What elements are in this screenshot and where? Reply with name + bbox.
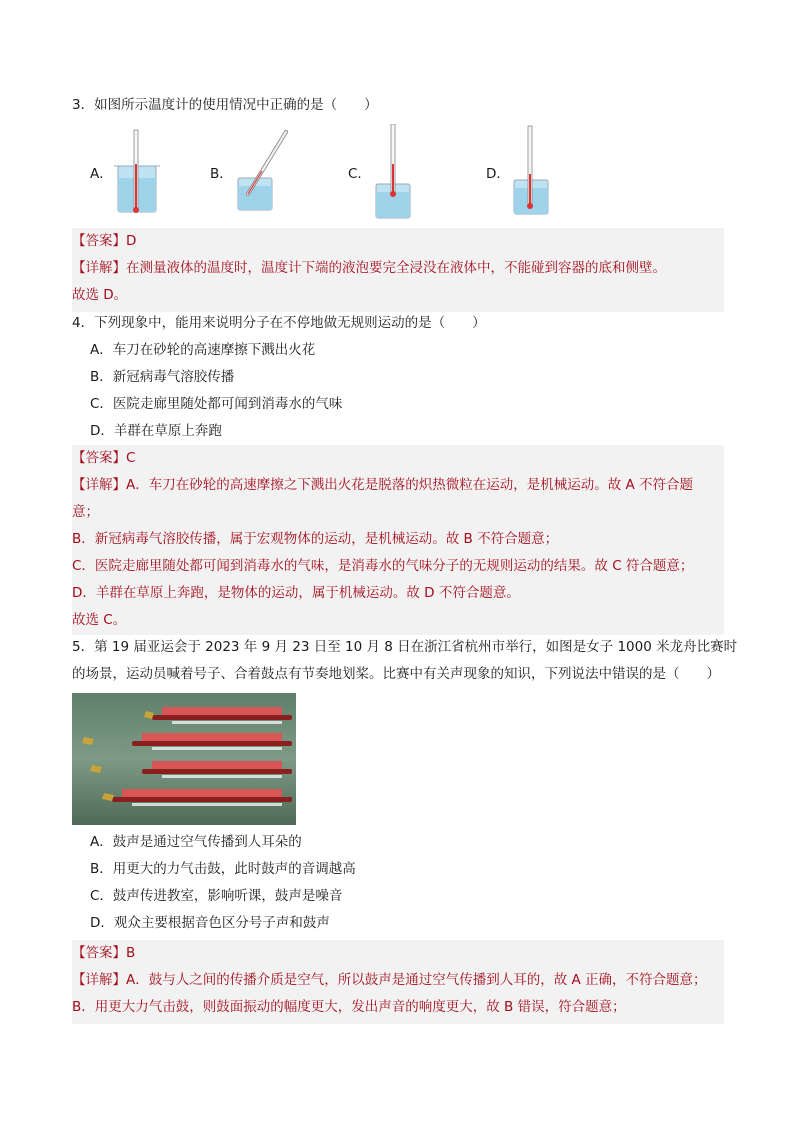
thermometer-a-icon [112, 124, 162, 224]
thermometer-label-a: A． [90, 166, 113, 182]
answer-5-line [72, 940, 724, 967]
thermometer-figure [72, 124, 632, 224]
question-5 [72, 634, 738, 688]
option-a: A．鼓声是通过空气传播到人耳朵的 [90, 834, 302, 850]
thermometer-b-icon [232, 124, 292, 224]
conclusion-4: 故选 C。 [72, 612, 127, 628]
detail-4-line-2: 意； [72, 504, 99, 520]
thermometer-label-c: C． [348, 166, 371, 182]
detail-text: 在测量液体的温度时，温度计下端的液泡要完全浸没在液体中，不能碰到容器的底和侧壁。 [126, 260, 666, 276]
question-3 [72, 92, 724, 119]
answer-block-3 [72, 228, 724, 312]
question-4-stem: 4．下列现象中，能用来说明分子在不停地做无规则运动的是（ ） [72, 315, 486, 331]
detail-4-line-3: B．新冠病毒气溶胶传播，属于宏观物体的运动，是机械运动。故 B 不符合题意； [72, 531, 559, 547]
question-5-options [72, 829, 724, 937]
option-b: B．新冠病毒气溶胶传播 [90, 369, 235, 385]
detail-5-line-1 [72, 967, 724, 994]
detail-text: A．鼓与人之间的传播介质是空气，所以鼓声是通过空气传播到人耳的，故 A 正确，不符合题意； [126, 972, 707, 988]
question-3-stem: 3．如图所示温度计的使用情况中正确的是（ ） [72, 97, 378, 113]
detail-3-line [72, 255, 724, 282]
detail-5-line-2: B．用更大力气击鼓，则鼓面振动的幅度更大，发出声音的响度更大，故 B 错误，符合题意； [72, 999, 626, 1015]
question-5-stem-2: 的场景，运动员喊着号子、合着鼓点有节奏地划桨。比赛中有关声现象的知识，下列说法中错误的是（ ） [72, 666, 720, 682]
thermometer-label-d: D． [486, 166, 510, 182]
answer-block-5 [72, 940, 724, 1024]
answer-4-line [72, 445, 724, 472]
option-c: C．医院走廊里随处都可闻到消毒水的气味 [90, 396, 343, 412]
detail-tag: 【详解】 [72, 260, 126, 276]
answer-value: D [126, 233, 137, 249]
question-5-stem-1: 5．第 19 届亚运会于 2023 年 9 月 23 日至 10 月 8 日在浙江省杭州市举行，如图是女子 1000 米龙舟比赛时 [72, 639, 738, 655]
detail-4-line-4: C．医院走廊里随处都可闻到消毒水的气味，是消毒水的气味分子的无规则运动的结果。故 C 符合题意； [72, 558, 694, 574]
option-d: D．羊群在草原上奔跑 [90, 423, 222, 439]
option-b: B．用更大的力气击鼓，此时鼓声的音调越高 [90, 861, 356, 877]
thermometer-label-b: B． [210, 166, 233, 182]
answer-value: C [126, 450, 136, 466]
answer-tag: 【答案】 [72, 945, 126, 961]
question-4 [72, 310, 724, 445]
detail-tag: 【详解】 [72, 477, 126, 493]
option-a: A．车刀在砂轮的高速摩擦下溅出火花 [90, 342, 316, 358]
detail-4-line-1 [72, 472, 724, 499]
answer-value: B [126, 945, 136, 961]
option-d: D．观众主要根据音色区分号子声和鼓声 [90, 915, 330, 931]
detail-4-line-5: D．羊群在草原上奔跑，是物体的运动，属于机械运动。故 D 不符合题意。 [72, 585, 520, 601]
dragon-boat-photo [72, 693, 296, 825]
answer-tag: 【答案】 [72, 233, 126, 249]
option-c: C．鼓声传进教室，影响听课，鼓声是噪音 [90, 888, 343, 904]
detail-text: A．车刀在砂轮的高速摩擦之下溅出火花是脱落的炽热微粒在运动，是机械运动。故 A 不符合题 [126, 477, 694, 493]
answer-tag: 【答案】 [72, 450, 126, 466]
answer-3-line [72, 228, 724, 255]
answer-block-4 [72, 445, 724, 635]
thermometer-d-icon [508, 124, 558, 224]
detail-tag: 【详解】 [72, 972, 126, 988]
thermometer-c-icon [370, 124, 420, 224]
conclusion-3: 故选 D。 [72, 287, 128, 303]
